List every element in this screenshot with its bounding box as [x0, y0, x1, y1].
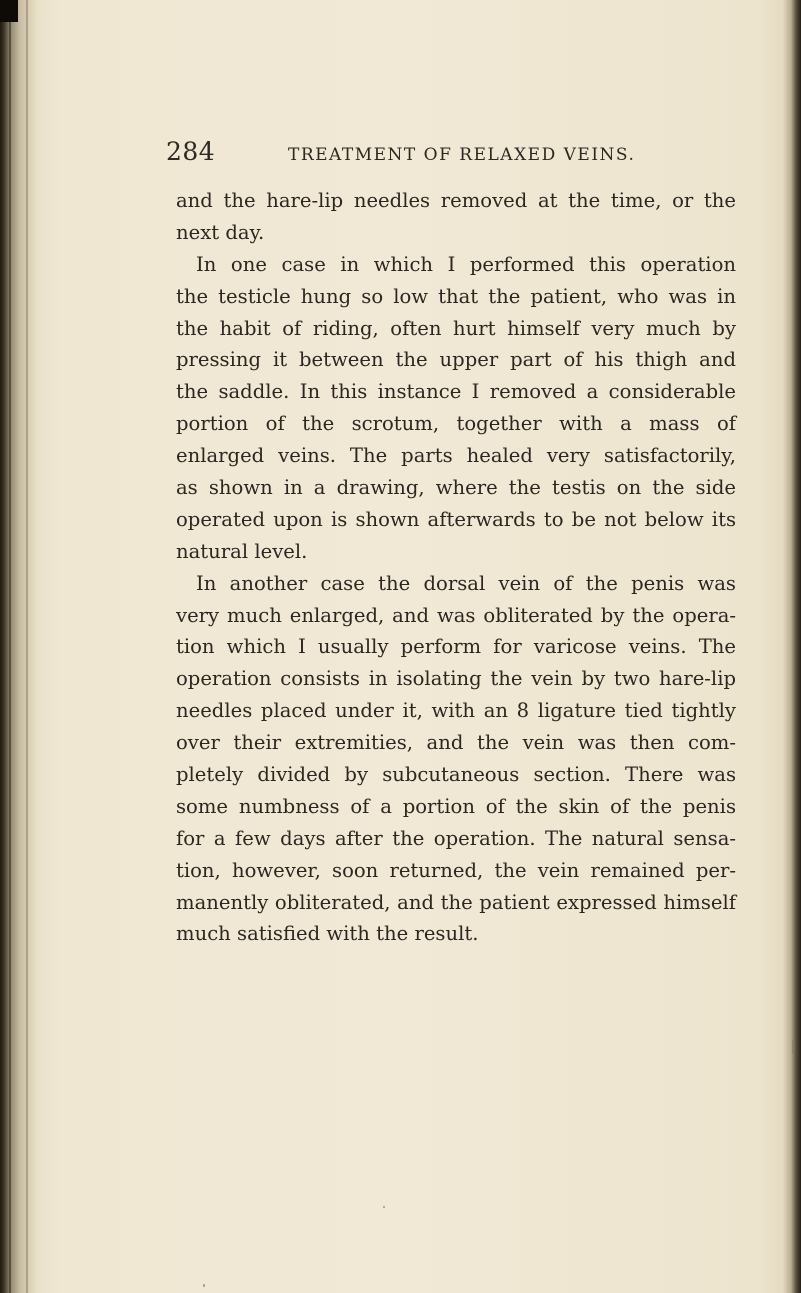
- text-line: and the hare-lip needles removed at the time, or the: [176, 189, 736, 212]
- text-line: over their extremities, and the vein was then com-: [176, 731, 736, 755]
- text-line: In another case the dorsal vein of the penis was: [196, 571, 736, 595]
- binding-edge-line: [26, 0, 28, 1293]
- body-text: [176, 185, 736, 950]
- text-line: enlarged veins. The parts healed very satisfactorily,: [176, 444, 736, 468]
- running-head-title: TREATMENT OF RELAXED VEINS.: [288, 145, 636, 165]
- binding-edge-line: [9, 0, 11, 1293]
- text-line: next day.: [176, 220, 265, 244]
- text-line: some numbness of a portion of the skin of the penis: [176, 794, 736, 818]
- page-number: 284: [166, 137, 216, 166]
- text-line: pressing it between the upper part of his thigh and: [176, 348, 736, 372]
- page-edge-shadow-right: [783, 0, 801, 1293]
- text-line: the testicle hung so low that the patient, who was in: [176, 284, 736, 308]
- text-line: operation consists in isolating the vein by two hare-lip: [176, 667, 736, 691]
- text-line: tion, however, soon returned, the vein remained per-: [176, 858, 736, 882]
- text-line: much satisfied with the result.: [176, 922, 479, 946]
- text-line: very much enlarged, and was obliterated by the opera-: [176, 603, 736, 627]
- text-line: the habit of riding, often hurt himself very much by: [176, 316, 736, 340]
- text-line: In one case in which I performed this operation: [196, 252, 736, 276]
- text-line: for a few days after the operation. The natural sensa-: [176, 826, 736, 850]
- text-line: as shown in a drawing, where the testis on the side: [176, 476, 736, 500]
- page-corner-shadow: [0, 0, 18, 22]
- text-line: pletely divided by subcutaneous section. There was: [176, 763, 736, 787]
- text-line: operated upon is shown afterwards to be not below its: [176, 507, 736, 531]
- paper-speck: [203, 1284, 205, 1287]
- text-line: manently obliterated, and the patient expressed himself: [176, 890, 736, 914]
- paper-speck: [383, 1206, 385, 1208]
- text-line: needles placed under it, with an 8 ligature tied tightly: [176, 699, 736, 723]
- text-line: natural level.: [176, 539, 308, 563]
- text-line: portion of the scrotum, together with a mass of: [176, 412, 736, 436]
- binding-shadow-left: [0, 0, 38, 1293]
- paper-speck: [792, 1040, 795, 1054]
- text-line: tion which I usually perform for varicose veins. The: [176, 635, 736, 659]
- text-line: the saddle. In this instance I removed a considerable: [176, 380, 736, 404]
